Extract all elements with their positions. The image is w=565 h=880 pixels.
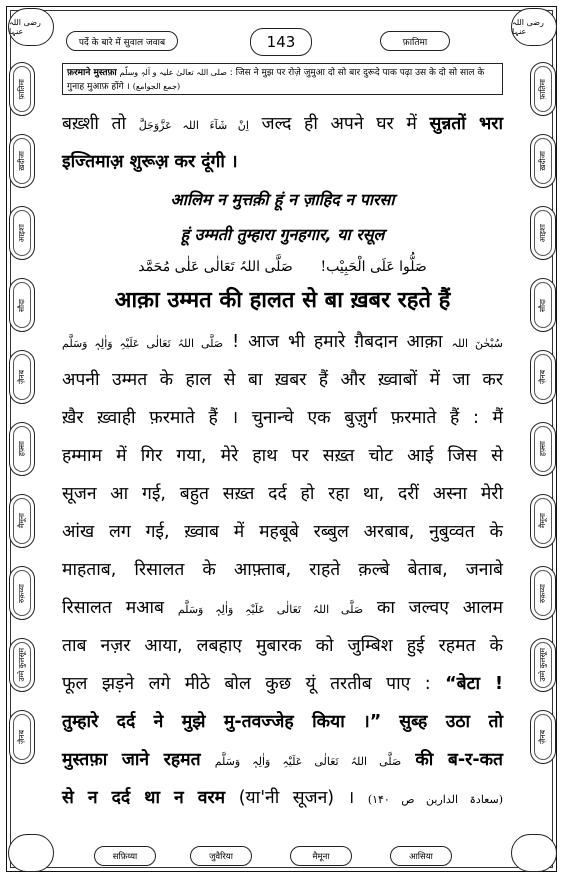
body-text-bold: “बेटा ! <box>445 674 503 694</box>
side-ornament-left <box>9 62 35 116</box>
footer-label: जुवैरिया <box>209 851 233 862</box>
side-ornament-label: सौदा <box>538 298 547 312</box>
side-ornament-label: सौदा <box>17 298 26 312</box>
body-text: (या'नी सूजन) । <box>238 788 355 808</box>
page-body <box>62 105 503 817</box>
header-title-text: पर्दे के बारे में सुवाल जवाब <box>78 37 166 48</box>
header-title-text: फ़ातिमा <box>402 37 428 48</box>
body-text: फूल झड़ने लगे मीठे बोल कुछ यूं तरतीब पाए : <box>62 674 431 694</box>
side-ornament-label: आइशा <box>17 223 26 243</box>
footer-oval <box>190 846 252 866</box>
body-line <box>62 627 503 665</box>
side-ornament-label: उम्मे कुलसूम <box>538 648 547 682</box>
notice-source: (جمع الجوامع) <box>132 82 181 91</box>
side-ornament-label: फ़ातिमा <box>538 78 547 100</box>
side-ornament-label: उम्मे कुलसूम <box>17 648 26 682</box>
corner-ornament-top-left <box>8 8 54 46</box>
hadith-notice-box <box>62 63 503 95</box>
arabic-phrase: سُبْحٰنَ اللہ <box>451 337 503 350</box>
body-line <box>62 513 503 551</box>
body-text: ख़ैर ख़्वाही फ़रमाते हैं । चुनान्चे एक बुज़ुर्ग फ़रमाते हैं : मैं <box>62 408 503 428</box>
side-ornament-left <box>9 134 35 188</box>
side-ornament-left <box>9 422 35 476</box>
side-ornament-right <box>530 206 556 260</box>
side-ornament-label: रुक़य्या <box>538 583 547 603</box>
source-citation: (سعادۃ الدارین ص ۱۴۰) <box>367 793 503 806</box>
body-text: माहताब, रिसालत के आफ़्ताब, राहते क़ल्बे बेताब, जनाबे <box>62 560 503 580</box>
side-ornament-label: मैमूना <box>17 513 26 529</box>
side-ornament-label: ज़ैनब <box>538 729 547 744</box>
side-ornament-right <box>530 62 556 116</box>
footer-oval <box>390 846 452 866</box>
side-ornament-left <box>9 350 35 404</box>
side-ornament-left <box>9 710 35 764</box>
corner-label: رضی اللہ عنہا <box>9 18 41 36</box>
body-text: अपनी उम्मत के हाल से बा ख़बर हैं और ख़्वाबों में जा कर <box>62 370 503 390</box>
arabic-phrase: صَلُّوا عَلَی الْحَبِیْب! <box>320 259 427 275</box>
arabic-phrase: صَلَّی اللہُ تَعَالٰی عَلٰی مُحَمَّد <box>138 259 293 275</box>
footer-oval <box>94 846 156 866</box>
side-ornament-label: हफ़्सा <box>538 441 547 457</box>
body-line <box>62 323 503 361</box>
side-ornament-label: ख़दीजा <box>538 151 547 171</box>
header-title-right <box>380 31 450 51</box>
body-text-bold: इज्तिमाअ़ शुरूअ़ कर दूंगी । <box>62 152 238 172</box>
side-ornament-label: ज़ैनब <box>17 729 26 744</box>
corner-ornament-bottom-right <box>511 834 557 872</box>
side-ornament-label: फ़ातिमा <box>17 78 26 100</box>
body-text-bold: सुन्नतों भरा <box>429 114 503 134</box>
body-line <box>62 589 503 627</box>
body-line <box>62 779 503 817</box>
notice-arabic: صلی اللہ تعالیٰ علیہ و آلہٖ وسلّم <box>119 68 227 77</box>
arabic-phrase: صَلَّی اللہُ تَعَالٰی عَلَیْہِ وَاٰلِہٖ وَسَلَّم <box>214 755 402 768</box>
side-ornament-label: ख़दीजा <box>17 151 26 171</box>
body-text-bold: मुस्तफ़ा जाने रहमत <box>62 750 201 770</box>
corner-label: رضی اللہ عنہا <box>512 18 544 36</box>
side-ornament-right <box>530 710 556 764</box>
body-text: बख़्शी तो <box>62 114 127 134</box>
body-text-bold: की ब-र-कत <box>415 750 503 770</box>
body-line <box>62 143 503 181</box>
poem-line <box>62 181 503 219</box>
side-ornament-right <box>530 566 556 620</box>
body-line <box>62 361 503 399</box>
side-ornament-left <box>9 566 35 620</box>
body-text: सूजन आ गई, बहुत सख़्त दर्द हो रहा था, दरीं अस्ना मेरी <box>62 484 503 504</box>
footer-label: आसिया <box>409 851 433 862</box>
body-text-bold: सुब्ह उठा तो <box>399 712 503 732</box>
side-ornament-left <box>9 206 35 260</box>
footer-label: मैमूना <box>312 851 330 862</box>
side-ornament-label: आइशा <box>538 223 547 243</box>
body-line <box>62 551 503 589</box>
body-line <box>62 703 503 741</box>
side-ornament-left <box>9 638 35 692</box>
body-text: आंख लग गई, ख़्वाब में महबूबे रब्बुल अरबाब, नुबुव्वत के <box>62 522 503 542</box>
corner-ornament-top-right <box>511 8 557 46</box>
body-line <box>62 437 503 475</box>
body-line <box>62 399 503 437</box>
notice-label: फ़रमाने मुस्तफ़ा <box>67 68 117 78</box>
page-number <box>250 28 312 56</box>
footer-oval <box>290 846 352 866</box>
arabic-phrase: صَلَّی اللہُ تَعَالٰی عَلَیْہِ وَاٰلِہٖ وَسَلَّم <box>62 337 224 350</box>
corner-ornament-bottom-left <box>8 834 54 872</box>
body-line <box>62 665 503 703</box>
notice-text: : जिस ने मुझ पर रोज़े जुमुआ दो सो बार दुरूदे पाक पढ़ा उस के दो सो साल के गुनाह मुआफ़ होंगे । <box>67 68 485 92</box>
side-ornament-label: हफ़्सा <box>17 441 26 457</box>
body-line <box>62 105 503 143</box>
side-ornament-right <box>530 350 556 404</box>
body-text: रिसालत मआब <box>62 598 165 618</box>
side-ornament-right <box>530 422 556 476</box>
body-text: ! आज भी हमारे ग़ैबदान आक़ा <box>232 332 443 352</box>
side-ornament-label: ज़ैनब <box>17 369 26 384</box>
side-ornament-right <box>530 638 556 692</box>
footer-label: सफ़िय्या <box>112 851 138 862</box>
side-ornament-left <box>9 278 35 332</box>
page-number-text: 143 <box>266 33 296 51</box>
body-text: जल्द ही अपने घर में <box>261 114 417 134</box>
side-ornament-label: रुक़य्या <box>17 583 26 603</box>
poem-text: आलिम न मुत्तक़ी हूं न ज़ाहिद न पारसा <box>170 190 395 209</box>
section-heading <box>62 281 503 323</box>
body-text-bold: से न दर्द था न वरम <box>62 788 226 808</box>
side-ornament-left <box>9 494 35 548</box>
body-text: का जल्वए आलम <box>376 598 503 618</box>
side-ornament-label: ज़ैनब <box>538 369 547 384</box>
poem-text: हूं उम्मती तुम्हारा गुनहगार, या रसूल <box>180 225 385 244</box>
side-ornament-right <box>530 494 556 548</box>
body-text-bold: तुम्हारे दर्द ने मुझे मु-तवज्जेह किया ।” <box>62 712 382 732</box>
side-ornament-label: मैमूना <box>538 513 547 529</box>
arabic-phrase: صَلَّی اللہُ تَعَالٰی عَلَیْہِ وَاٰلِہٖ وَسَلَّم <box>177 603 364 616</box>
side-ornament-right <box>530 278 556 332</box>
body-line <box>62 741 503 779</box>
side-ornament-right <box>530 134 556 188</box>
arabic-phrase: اِنْ شَآءَ اللہ عَزَّوَجَلَّ <box>138 119 249 132</box>
durood-line <box>62 251 503 281</box>
header-title-left <box>66 31 178 51</box>
body-text: ताब नज़र आया, लबहाए मुबारक को जुम्बिश हुई रहमत के <box>62 636 503 656</box>
body-line <box>62 475 503 513</box>
poem-line <box>62 219 503 251</box>
body-text: हम्माम में गिर गया, मेरे हाथ पर सख़्त चोट आई जिस से <box>62 446 503 466</box>
section-heading-text: आक़ा उम्मत की हालत से बा ख़बर रहते हैं <box>114 288 451 313</box>
